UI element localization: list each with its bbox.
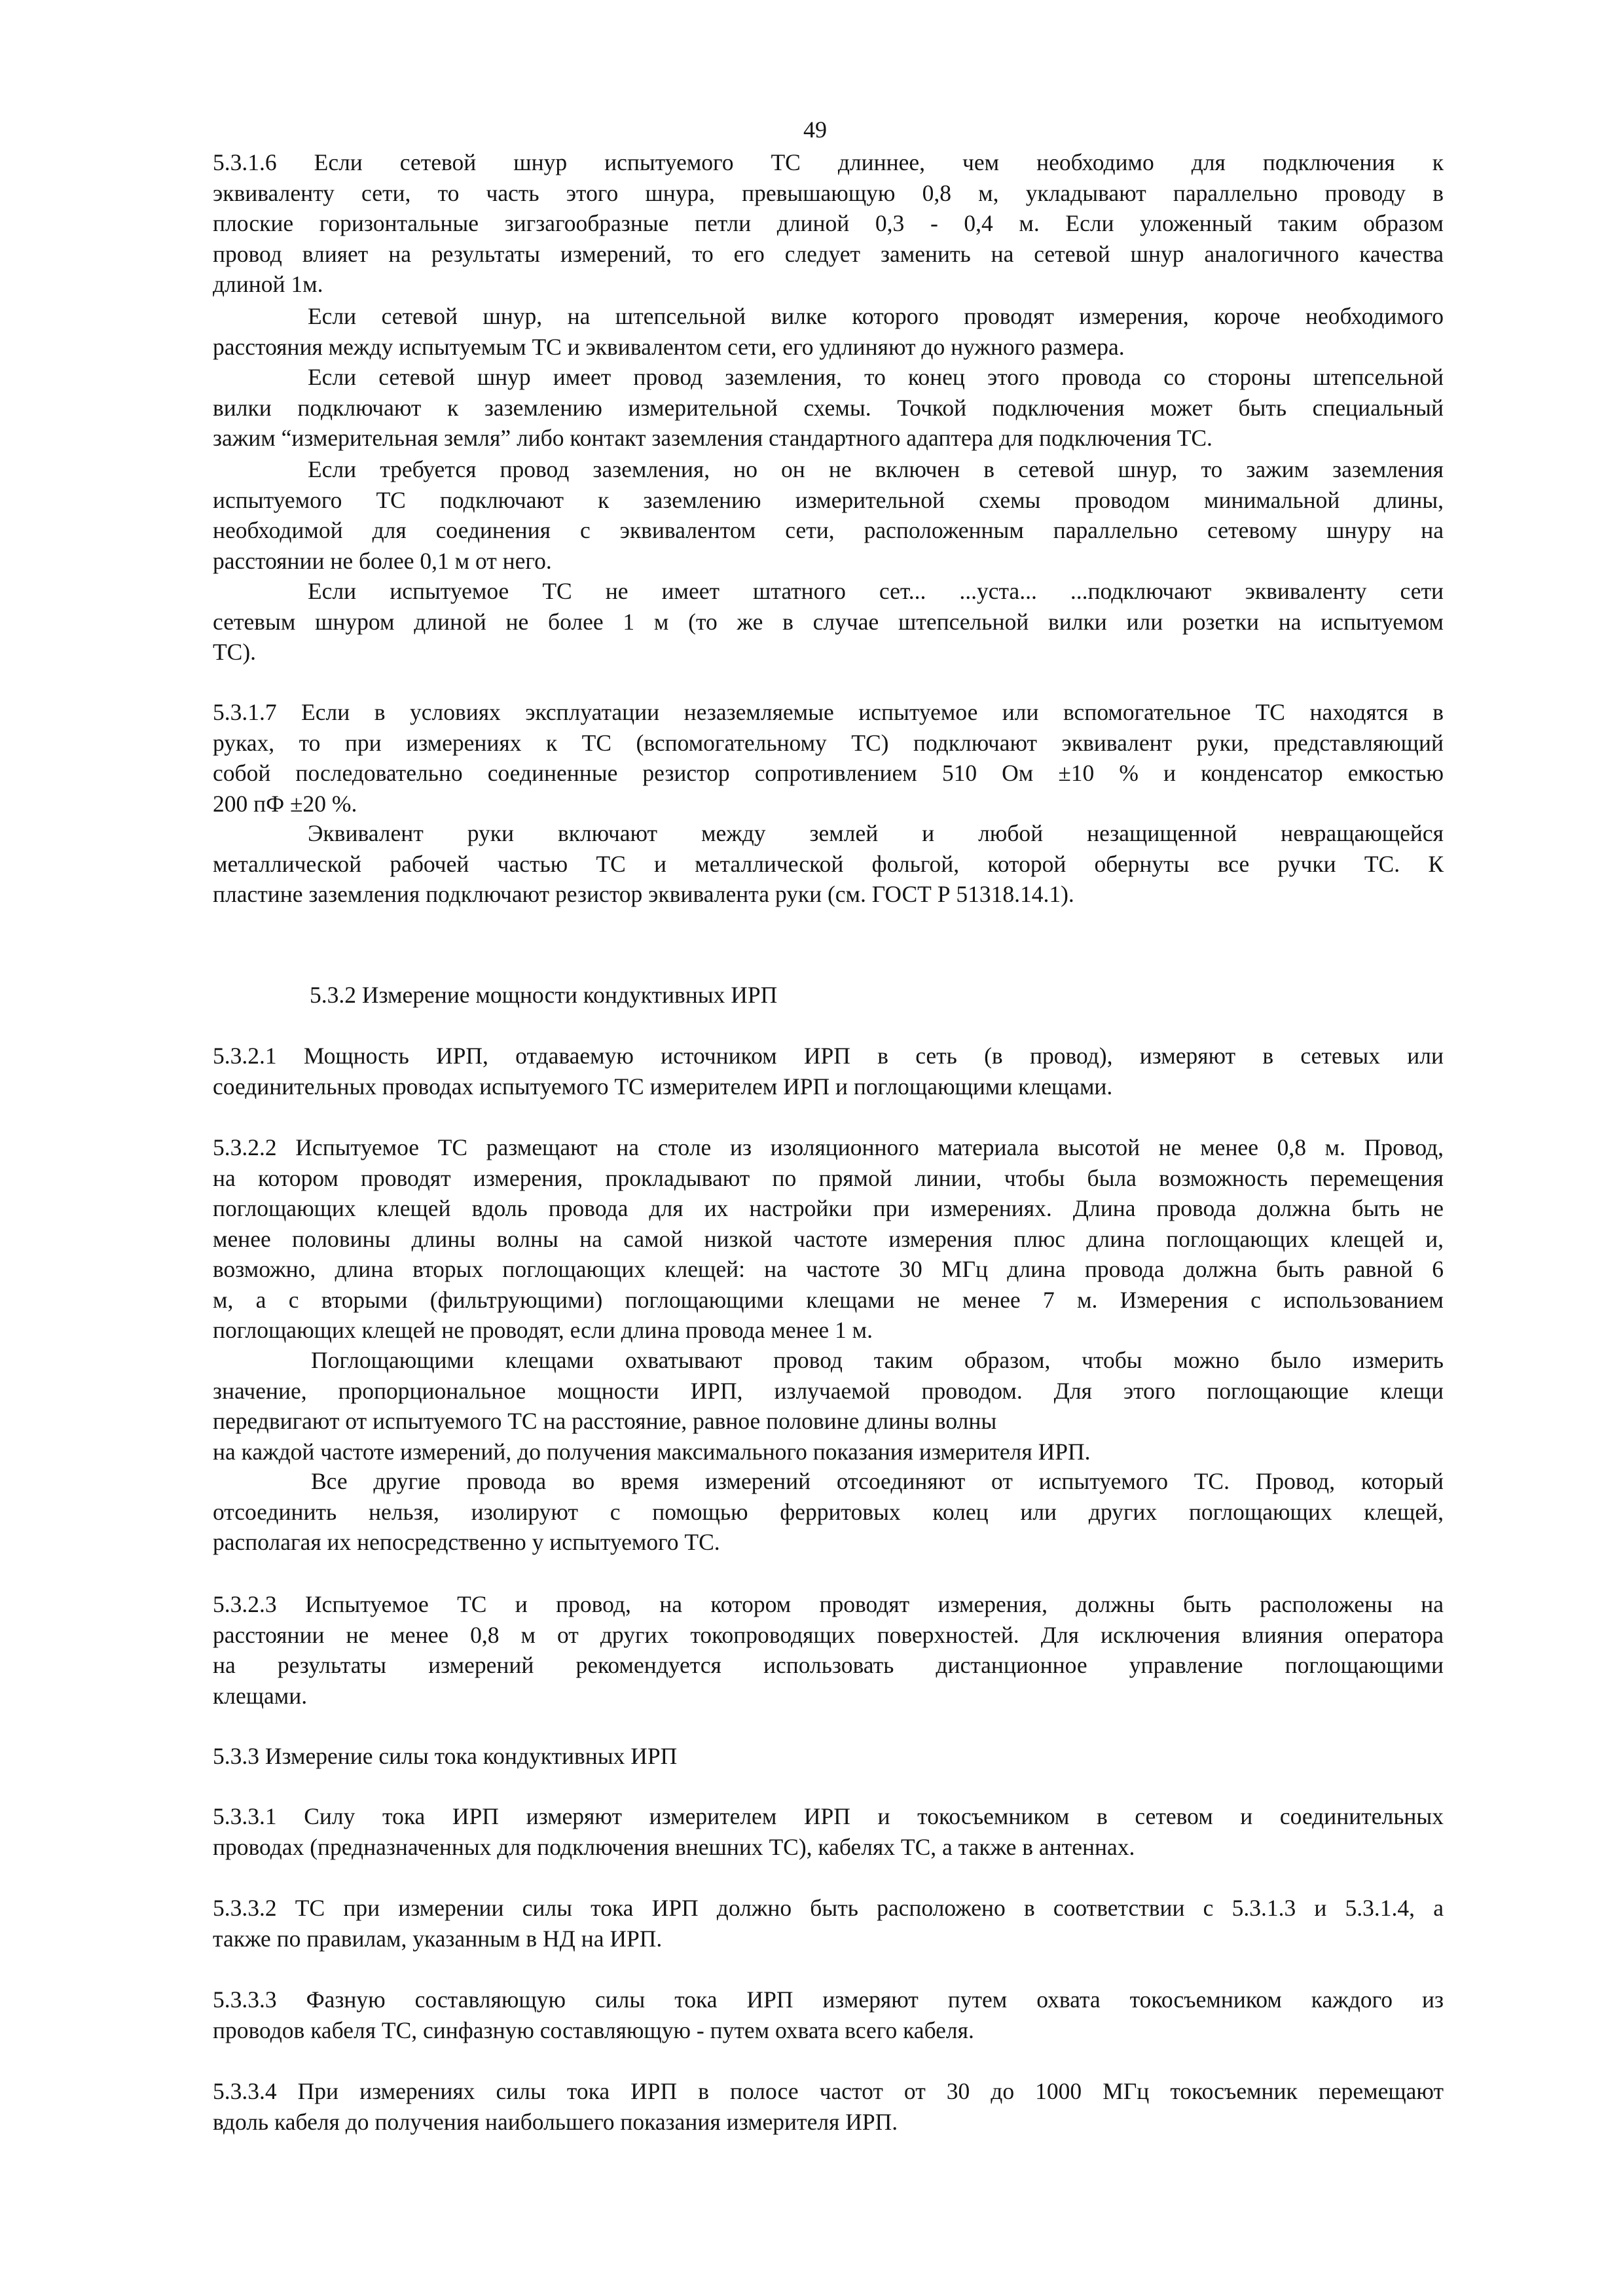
paragraph <box>213 1801 1444 1862</box>
text-line: ТС). <box>213 639 257 665</box>
text-line: Если требуется провод заземления, но он не включен в сетевой шнур, то зажим заземления <box>308 456 1444 482</box>
text-line: Поглощающими клещами охватывают провод таким образом, чтобы можно было измерить <box>311 1347 1444 1373</box>
section-heading: 5.3.2 Измерение мощности кондуктивных ИРП <box>310 982 778 1008</box>
text-line: клещами. <box>213 1682 308 1709</box>
text-line: Если сетевой шнур, на штепсельной вилке которого проводят измерения, короче необходимого <box>308 303 1444 329</box>
text-line: м, а с вторыми (фильтрующими) поглощающими клещами не менее 7 м. Измерения с использованием <box>213 1286 1444 1313</box>
text-line: отсоединить нельзя, изолируют с помощью ферритовых колец или других поглощающих клещей, <box>213 1498 1444 1525</box>
text-line: Эквивалент руки включают между землей и любой незащищенной невращающейся <box>308 820 1444 846</box>
text-line: 5.3.3.3 Фазную составляющую силы тока ИРП измеряют путем охвата токосъемником каждого из <box>213 1986 1444 2013</box>
text-line: поглощающих клещей не проводят, если длина провода менее 1 м. <box>213 1317 873 1343</box>
text-line: руках, то при измерениях к ТС (вспомогательному ТС) подключают эквивалент руки, представляющий <box>213 729 1444 756</box>
text-line: пластине заземления подключают резистор эквивалента руки (см. ГОСТ Р 51318.14.1). <box>213 881 1074 907</box>
text-line: испытуемого ТС подключают к заземлению измерительной схемы проводом минимальной длины, <box>213 486 1444 513</box>
text-line: 5.3.3.4 При измерениях силы тока ИРП в полосе частот от 30 до 1000 МГц токосъемник перемещают <box>213 2078 1444 2104</box>
text-line: 5.3.1.7 Если в условиях эксплуатации незаземляемые испытуемое или вспомогательное ТС находятся в <box>213 699 1444 725</box>
text-line: провод влияет на результаты измерений, то его следует заменить на сетевой шнур аналогичного качества <box>213 240 1444 267</box>
text-line: на результаты измерений рекомендуется использовать дистанционное управление поглощающими <box>213 1652 1444 1678</box>
text-line: плоские горизонтальные зигзагообразные петли длиной 0,3 - 0,4 м. Если уложенный таким образом <box>213 210 1444 236</box>
text-line: также по правилам, указанным в НД на ИРП. <box>213 1925 663 1952</box>
paragraph <box>213 697 1444 819</box>
paragraph <box>213 301 1444 362</box>
text-line: 5.3.1.6 Если сетевой шнур испытуемого ТС длиннее, чем необходимо для подключения к <box>213 149 1444 175</box>
paragraph <box>213 1132 1444 1346</box>
text-line: 5.3.2.1 Мощность ИРП, отдаваемую источником ИРП в сеть (в провод), измеряют в сетевых или <box>213 1043 1444 1069</box>
paragraph <box>213 2076 1444 2137</box>
text-line: проводах (предназначенных для подключения внешних ТС), кабелях ТС, а также в антеннах. <box>213 1833 1135 1860</box>
section-heading: 5.3.3 Измерение силы тока кондуктивных ИРП <box>213 1743 678 1769</box>
paragraph <box>213 1984 1444 2045</box>
text-line: зажим “измерительная земля” либо контакт заземления стандартного адаптера для подключения ТС. <box>213 425 1213 451</box>
text-line: передвигают от испытуемого ТС на расстояние, равное половине длины волны <box>213 1408 997 1434</box>
paragraph <box>213 362 1444 454</box>
text-line: 5.3.2.3 Испытуемое ТС и провод, на котором проводят измерения, должны быть расположены на <box>213 1591 1444 1617</box>
paragraph <box>213 147 1444 300</box>
text-line: эквиваленту сети, то часть этого шнура, превышающую 0,8 м, укладывают параллельно проводу в <box>213 179 1444 206</box>
paragraph <box>213 1589 1444 1711</box>
text-line: металлической рабочей частью ТС и металлической фольгой, которой обернуты все ручки ТС. К <box>213 850 1444 877</box>
text-line: располагая их непосредственно у испытуемого ТС. <box>213 1529 720 1555</box>
text-line: Все другие провода во время измерений отсоединяют от испытуемого ТС. Провод, который <box>311 1468 1444 1494</box>
paragraph <box>213 454 1444 576</box>
paragraph <box>213 1893 1444 1954</box>
text-line: возможно, длина вторых поглощающих клещей: на частоте 30 МГц длина провода должна быть равной 6 <box>213 1256 1444 1282</box>
paragraph <box>213 818 1444 910</box>
text-line: расстоянии не менее 0,8 м от других токопроводящих поверхностей. Для исключения влияния оператора <box>213 1621 1444 1648</box>
paragraph <box>213 576 1444 668</box>
text-line: расстоянии не более 0,1 м от него. <box>213 547 552 574</box>
text-line: на каждой частоте измерений, до получения максимального показания измерителя ИРП. <box>213 1438 1091 1465</box>
text-line: длиной 1м. <box>213 271 323 297</box>
paragraph <box>213 1345 1444 1467</box>
text-line: вилки подключают к заземлению измерительной схемы. Точкой подключения может быть специальный <box>213 394 1444 421</box>
text-line: вдоль кабеля до получения наибольшего показания измерителя ИРП. <box>213 2108 898 2135</box>
paragraph <box>213 1041 1444 1102</box>
text-line: значение, пропорциональное мощности ИРП, излучаемой проводом. Для этого поглощающие клещи <box>213 1377 1444 1404</box>
text-line: Если испытуемое ТС не имеет штатного сет... ...уста... ...подключают эквиваленту сети <box>308 578 1444 604</box>
text-line: собой последовательно соединенные резистор сопротивлением 510 Ом ±10 % и конденсатор емкостью <box>213 760 1444 786</box>
text-line: Если сетевой шнур имеет провод заземления, то конец этого провода со стороны штепсельной <box>308 364 1444 390</box>
text-line: проводов кабеля ТС, синфазную составляющую - путем охвата всего кабеля. <box>213 2017 974 2043</box>
text-line: 5.3.2.2 Испытуемое ТС размещают на столе из изоляционного материала высотой не менее 0,8 м. Провод, <box>213 1134 1444 1160</box>
page-number: 49 <box>803 117 827 143</box>
text-line: 5.3.3.1 Силу тока ИРП измеряют измерителем ИРП и токосъемником в сетевом и соединительных <box>213 1803 1444 1829</box>
text-line: 5.3.3.2 ТС при измерении силы тока ИРП должно быть расположено в соответствии с 5.3.1.3 и 5.3.1.4, а <box>213 1895 1444 1921</box>
paragraph <box>213 1466 1444 1558</box>
text-line: менее половины длины волны на самой низкой частоте измерения плюс длина поглощающих клещей и, <box>213 1225 1444 1252</box>
text-line: необходимой для соединения с эквивалентом сети, расположенным параллельно сетевому шнуру на <box>213 517 1444 543</box>
text-line: сетевым шнуром длиной не более 1 м (то же в случае штепсельной вилки или розетки на испытуемом <box>213 608 1444 635</box>
text-line: поглощающих клещей вдоль провода для их настройки при измерениях. Длина провода должна быть не <box>213 1195 1444 1221</box>
text-line: 200 пФ ±20 %. <box>213 790 357 817</box>
text-line: соединительных проводах испытуемого ТС измерителем ИРП и поглощающими клещами. <box>213 1073 1113 1100</box>
text-line: расстояния между испытуемым ТС и эквивалентом сети, его удлиняют до нужного размера. <box>213 333 1125 360</box>
text-line: на котором проводят измерения, прокладывают по прямой линии, чтобы была возможность перемещения <box>213 1164 1444 1191</box>
